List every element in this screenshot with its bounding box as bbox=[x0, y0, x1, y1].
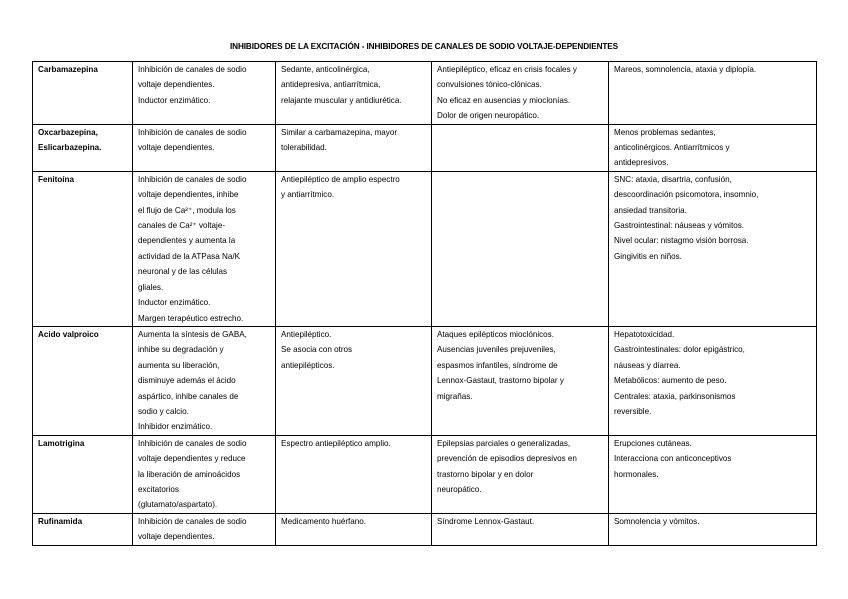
table-body bbox=[33, 62, 817, 546]
cell-text-line: sodio y calcio. bbox=[138, 406, 189, 416]
cell-text-line: Similar a carbamazepina, mayor bbox=[281, 127, 398, 137]
cell-text-line: Erupciones cutáneas. bbox=[614, 438, 692, 448]
cell-text-line: Menos problemas sedantes, bbox=[614, 127, 716, 137]
mechanism-cell bbox=[133, 326, 276, 435]
clinical-uses-cell bbox=[432, 171, 609, 326]
cell-text-line: neuronal y de las células bbox=[138, 267, 228, 277]
cell-text-line: Espectro antiepiléptico amplio. bbox=[281, 438, 391, 448]
effects-cell bbox=[276, 62, 432, 125]
mechanism-cell bbox=[133, 513, 276, 545]
cell-text-line: Antiepiléptico, eficaz en crisis focales y bbox=[437, 65, 577, 74]
cell-text-line: Inductor enzimático. bbox=[138, 298, 211, 308]
cell-text-line: la liberación de aminoácidos bbox=[138, 469, 241, 479]
cell-text-line: Inhibición de canales de sodio bbox=[138, 516, 247, 526]
table-row bbox=[33, 435, 817, 513]
cell-text-line: SNC: ataxia, disartria, confusión, bbox=[614, 174, 732, 184]
effects-cell bbox=[276, 326, 432, 435]
cell-text-line: Sedante, anticolinérgica, bbox=[281, 65, 370, 74]
cell-text-line: Interacciona con anticonceptivos bbox=[614, 454, 732, 464]
cell-text-line: No eficaz en ausencias y mioclonías. bbox=[437, 95, 571, 105]
cell-text-line: Eslicarbazepina. bbox=[38, 143, 102, 153]
mechanism-cell bbox=[133, 124, 276, 171]
cell-text-line: Fenitoína bbox=[38, 174, 74, 184]
cell-text-line: Oxcarbazepina, bbox=[38, 127, 98, 137]
cell-text-line: inhibe su degradación y bbox=[138, 345, 224, 355]
cell-text-line: Dolor de origen neuropático. bbox=[437, 111, 540, 121]
cell-text-line: Lamotrigina bbox=[38, 438, 85, 448]
cell-text-line: Inhibición de canales de sodio bbox=[138, 174, 247, 184]
cell-text-line: migrañas. bbox=[437, 391, 473, 401]
drug-name-cell bbox=[33, 124, 133, 171]
table-row bbox=[33, 513, 817, 545]
drug-table bbox=[32, 61, 817, 546]
drug-name-cell bbox=[33, 435, 133, 513]
drug-name-cell bbox=[33, 513, 133, 545]
cell-text-line: actividad de la ATPasa Na/K bbox=[138, 251, 240, 261]
cell-text-line: tolerabilidad. bbox=[281, 143, 327, 153]
cell-text-line: Inductor enzimático. bbox=[138, 95, 211, 105]
cell-text-line: antiepilépticos. bbox=[281, 360, 335, 370]
cell-text-line: trastorno bipolar y en dolor bbox=[437, 469, 534, 479]
cell-text-line: el flujo de Ca²⁺, modula los bbox=[138, 205, 236, 215]
clinical-uses-cell bbox=[432, 124, 609, 171]
cell-text-line: disminuye además el ácido bbox=[138, 376, 236, 386]
adverse-effects-cell bbox=[609, 124, 817, 171]
table-row bbox=[33, 124, 817, 171]
cell-text-line: Hepatotoxicidad. bbox=[614, 329, 675, 339]
cell-text-line: gliales. bbox=[138, 282, 164, 292]
cell-text-line: aumenta su liberación, bbox=[138, 360, 220, 370]
cell-text-line: Inhibición de canales de sodio bbox=[138, 127, 247, 137]
cell-text-line: ansiedad transitoria. bbox=[614, 205, 687, 215]
cell-text-line: reversible. bbox=[614, 406, 652, 416]
drug-name-cell bbox=[33, 171, 133, 326]
cell-text-line: Carbamazepina bbox=[38, 65, 98, 74]
cell-text-line: voltaje dependientes, inhibe bbox=[138, 190, 239, 200]
cell-text-line: excitatorios bbox=[138, 484, 179, 494]
effects-cell bbox=[276, 171, 432, 326]
cell-text-line: Ausencias juveniles prejuveniles, bbox=[437, 345, 556, 355]
clinical-uses-cell bbox=[432, 435, 609, 513]
cell-text-line: Gastrointestinal: náuseas y vómitos. bbox=[614, 221, 745, 231]
cell-text-line: Inhibición de canales de sodio bbox=[138, 65, 247, 74]
effects-cell bbox=[276, 124, 432, 171]
mechanism-cell bbox=[133, 171, 276, 326]
mechanism-cell bbox=[133, 62, 276, 125]
cell-text-line: prevención de episodios depresivos en bbox=[437, 454, 577, 464]
cell-text-line: Antiepiléptico. bbox=[281, 329, 332, 339]
cell-text-line: Gastrointestinales: dolor epigástrico, bbox=[614, 345, 745, 355]
cell-text-line: neuropático. bbox=[437, 484, 482, 494]
cell-text-line: Síndrome Lennox-Gastaut. bbox=[437, 516, 535, 526]
cell-text-line: Antiepiléptico de amplio espectro bbox=[281, 174, 400, 184]
cell-text-line: Ataques epilépticos mioclónicos. bbox=[437, 329, 554, 339]
drug-name-cell bbox=[33, 326, 133, 435]
cell-text-line: Centrales: ataxia, parkinsonismos bbox=[614, 391, 736, 401]
adverse-effects-cell bbox=[609, 326, 817, 435]
document-title: INHIBIDORES DE LA EXCITACIÓN - INHIBIDORES DE CANALES DE SODIO VOLTAJE-DEPENDIENTES bbox=[229, 42, 619, 51]
cell-text-line: y antiarrítmico. bbox=[281, 190, 335, 200]
cell-text-line: Lennox-Gastaut, trastorno bipolar y bbox=[437, 376, 564, 386]
effects-cell bbox=[276, 435, 432, 513]
adverse-effects-cell bbox=[609, 513, 817, 545]
cell-text-line: canales de Ca²⁺ voltaje- bbox=[138, 221, 226, 231]
adverse-effects-cell bbox=[609, 62, 817, 125]
cell-text-line: hormonales. bbox=[614, 469, 659, 479]
cell-text-line: voltaje dependientes. bbox=[138, 80, 215, 90]
cell-text-line: voltaje dependientes. bbox=[138, 143, 215, 153]
mechanism-cell bbox=[133, 435, 276, 513]
adverse-effects-cell bbox=[609, 435, 817, 513]
cell-text-line: náuseas y diarrea. bbox=[614, 360, 681, 370]
cell-text-line: Mareos, somnolencia, ataxia y diplopía. bbox=[614, 65, 757, 74]
table-row bbox=[33, 326, 817, 435]
clinical-uses-cell bbox=[432, 62, 609, 125]
cell-text-line: Epilepsias parciales o generalizadas, bbox=[437, 438, 571, 448]
cell-text-line: voltaje dependientes. bbox=[138, 532, 215, 542]
clinical-uses-cell bbox=[432, 513, 609, 545]
table-row bbox=[33, 62, 817, 125]
cell-text-line: dependientes y aumenta la bbox=[138, 236, 236, 246]
cell-text-line: aspártico, inhibe canales de bbox=[138, 391, 239, 401]
cell-text-line: Inhibidor enzimático. bbox=[138, 422, 213, 432]
cell-text-line: Rufinamida bbox=[38, 516, 83, 526]
clinical-uses-cell bbox=[432, 326, 609, 435]
cell-text-line: Se asocia con otros bbox=[281, 345, 353, 355]
cell-text-line: Aumenta la síntesis de GABA, bbox=[138, 329, 247, 339]
cell-text-line: relajante muscular y antidiurética. bbox=[281, 95, 402, 105]
cell-text-line: voltaje dependientes y reduce bbox=[138, 454, 246, 464]
cell-text-line: Nivel ocular: nistagmo visión borrosa. bbox=[614, 236, 749, 246]
drug-name-cell bbox=[33, 62, 133, 125]
cell-text-line: Acido valproico bbox=[38, 329, 99, 339]
cell-text-line: Somnolencia y vómitos. bbox=[614, 516, 700, 526]
cell-text-line: Gingivitis en niños. bbox=[614, 251, 682, 261]
table-row bbox=[33, 171, 817, 326]
cell-text-line: anticolinérgicos. Antiarrítmicos y bbox=[614, 143, 730, 153]
cell-text-line: antidepresivos. bbox=[614, 158, 669, 168]
cell-text-line: (glutamato/aspartato). bbox=[138, 500, 218, 510]
cell-text-line: convulsiones tónico-clónicas. bbox=[437, 80, 542, 90]
cell-text-line: Metabólicos: aumento de peso. bbox=[614, 376, 727, 386]
cell-text-line: antidepresiva, antiarrítmica, bbox=[281, 80, 381, 90]
cell-text-line: Inhibición de canales de sodio bbox=[138, 438, 247, 448]
adverse-effects-cell bbox=[609, 171, 817, 326]
cell-text-line: Margen terapéutico estrecho. bbox=[138, 313, 244, 323]
cell-text-line: Medicamento huérfano. bbox=[281, 516, 367, 526]
effects-cell bbox=[276, 513, 432, 545]
cell-text-line: descoordinación psicomotora, insomnio, bbox=[614, 190, 759, 200]
cell-text-line: espasmos infantiles, síndrome de bbox=[437, 360, 558, 370]
